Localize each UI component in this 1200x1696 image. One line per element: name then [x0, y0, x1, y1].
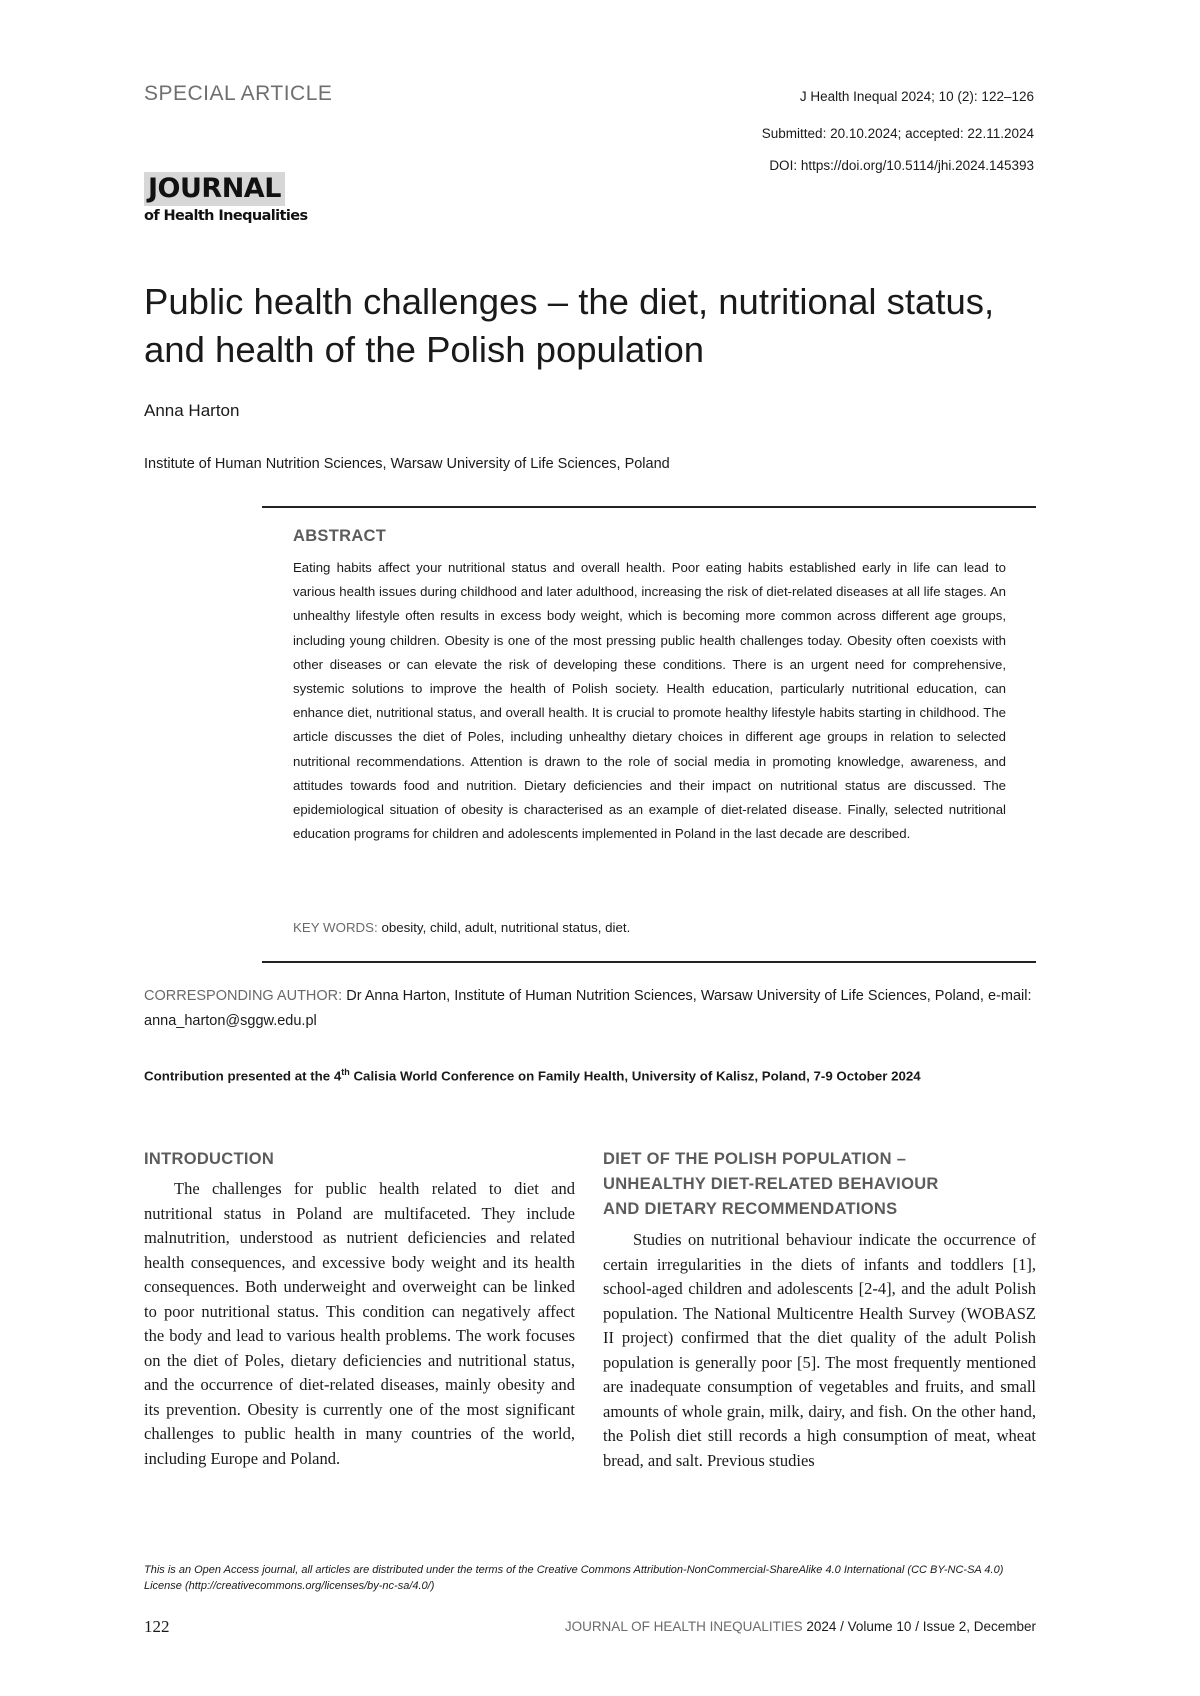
abstract-bottom-rule [262, 961, 1036, 963]
introduction-text: The challenges for public health related to diet and nutritional status in Poland are multifaceted. They include malnutrition, understood as nutrient deficiencies and related health consequences, and excessive body weight and its health consequences. Both underweight and overweight can be linked to poor nutritional status. This condition can negatively affect the body and lead to various health problems. The work focuses on the diet of Poles, dietary deficiencies and nutritional status, and the occurrence of diet-related diseases, mainly obesity and its prevention. Obesity is currently one of the most significant challenges to public health in many countries of the world, including Europe and Poland. [144, 1179, 575, 1468]
keywords [293, 920, 630, 935]
introduction-section [144, 1147, 575, 1471]
diet-section-heading [603, 1147, 1036, 1222]
footer-journal-name: JOURNAL OF HEALTH INEQUALITIES [564, 1619, 803, 1634]
logo-subtitle: of Health Inequalities [144, 208, 308, 224]
abstract-text: Eating habits affect your nutritional status and overall health. Poor eating habits established early in life can lead to various health issues during childhood and later adulthood, increasing the risk of diet-related diseases at all life stages. An unhealthy lifestyle often results in excess body weight, which is becoming more common across different age groups, including young children. Obesity is one of the most pressing public health challenges today. Obesity often coexists with other diseases or can elevate the risk of developing these conditions. There is an urgent need for comprehensive, systemic solutions to improve the health of Polish society. Health education, particularly nutritional education, can enhance diet, nutritional status, and overall health. It is crucial to promote healthy lifestyle habits starting in childhood. The article discusses the diet of Poles, including unhealthy dietary choices in different age groups in relation to selected nutritional recommendations. Attention is drawn to the role of social media in promoting knowledge, awareness, and attitudes towards food and nutrition. Dietary deficiencies and their impact on nutritional status are discussed. The epidemiological situation of obesity is characterised as an example of diet-related disease. Finally, selected nutritional education programs for children and adolescents implemented in Poland in the last decade are described. [293, 560, 1006, 842]
contribution-text-start: Contribution presented at the 4 [144, 1068, 342, 1084]
footer-issue: 2024 / Volume 10 / Issue 2, December [802, 1619, 1036, 1634]
corresponding-author [144, 984, 1036, 1034]
footer-journal [565, 1619, 1036, 1634]
diet-section [603, 1147, 1036, 1473]
diet-heading-line-2: UNHEALTHY DIET-RELATED BEHAVIOUR [603, 1175, 939, 1193]
contribution-text-end: Calisia World Conference on Family Health, University of Kalisz, Poland, 7-9 October 2024 [349, 1068, 921, 1084]
corresponding-author-text: Dr Anna Harton, Institute of Human Nutrition Sciences, Warsaw University of Life Sciences, Poland, e-mail: anna_harton@sggw.edu.pl [144, 988, 1032, 1029]
abstract-top-rule [262, 506, 1036, 508]
article-title: Public health challenges – the diet, nutritional status, and health of the Polish population [144, 281, 995, 370]
author-name: Anna Harton [144, 401, 240, 420]
author-affiliation: Institute of Human Nutrition Sciences, Warsaw University of Life Sciences, Poland [144, 456, 670, 472]
doi-link[interactable]: DOI: https://doi.org/10.5114/jhi.2024.145393 [769, 158, 1034, 173]
diet-heading-line-1: DIET OF THE POLISH POPULATION – [603, 1150, 907, 1168]
submission-dates: Submitted: 20.10.2024; accepted: 22.11.2024 [761, 126, 1034, 141]
contribution-note [144, 1067, 921, 1083]
introduction-heading: INTRODUCTION [144, 1150, 275, 1168]
journal-logo [144, 172, 308, 224]
logo-wordmark: JOURNAL [144, 172, 285, 206]
diet-heading-line-3: AND DIETARY RECOMMENDATIONS [603, 1200, 898, 1218]
abstract-heading: ABSTRACT [293, 527, 387, 545]
keywords-label: KEY WORDS: [293, 920, 378, 935]
license-note: This is an Open Access journal, all articles are distributed under the terms of the Creative Commons Attribution-NonCommercial-ShareAlike 4.0 International (CC BY-NC-SA 4.0) License (http://creativecommons.org/licenses/by-nc-sa/4.0/) [144, 1564, 1004, 1592]
section-label: SPECIAL ARTICLE [144, 82, 333, 105]
keywords-list: obesity, child, adult, nutritional status, diet. [381, 920, 631, 935]
page-number: 122 [144, 1617, 170, 1636]
corresponding-author-label: CORRESPONDING AUTHOR: [144, 988, 343, 1004]
contribution-superscript: th [341, 1067, 350, 1077]
citation: J Health Inequal 2024; 10 (2): 122–126 [799, 89, 1034, 104]
diet-section-text: Studies on nutritional behaviour indicate the occurrence of certain irregularities in the diets of infants and toddlers [1], school-aged children and adolescents [2-4], and the adult Polish population. The National Multicentre Health Survey (WOBASZ II project) confirmed that the diet quality of the adult Polish population is generally poor [5]. The most frequently mentioned are inadequate consumption of vegetables and fruits, and small amounts of whole grain, milk, dairy, and fish. On the other hand, the Polish diet still records a high consumption of meat, wheat bread, and salt. Previous studies [603, 1230, 1036, 1470]
